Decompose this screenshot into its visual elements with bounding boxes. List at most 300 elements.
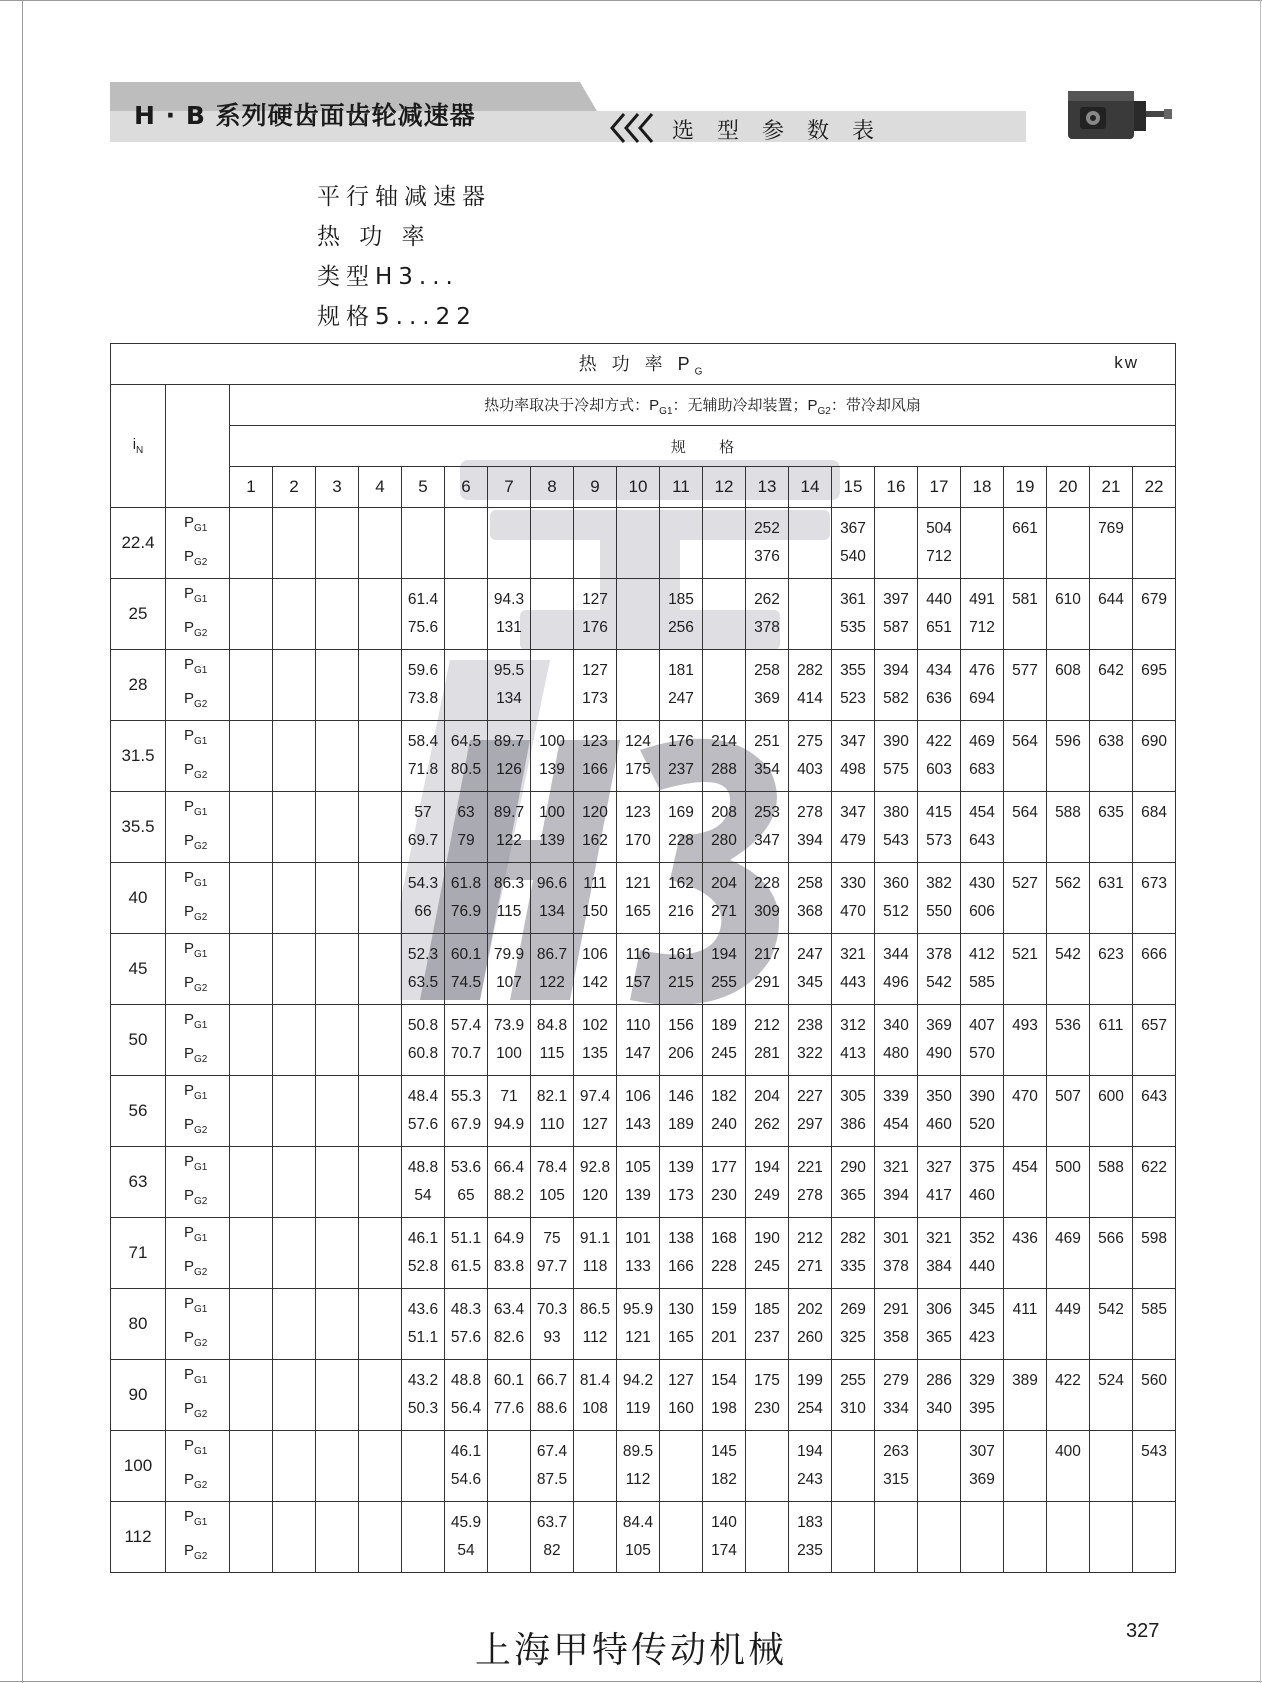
pg2-value: 498: [840, 761, 866, 778]
pg2-value: [273, 1395, 315, 1423]
pg2-value: 683: [969, 761, 995, 778]
pg2-value: [961, 1537, 1003, 1565]
power-cell: [531, 650, 574, 721]
power-cell: [402, 1076, 445, 1147]
table-row: [111, 1502, 1176, 1573]
power-cell: [961, 934, 1004, 1005]
power-cell: [316, 1005, 359, 1076]
power-cell: [445, 863, 488, 934]
pg2-value: 139: [539, 761, 565, 778]
pg1-value: 454: [1012, 1159, 1038, 1176]
pg1-value: 89.7: [493, 733, 525, 750]
power-cell: [230, 1289, 273, 1360]
power-type-label: [166, 1076, 230, 1147]
pg2-value: [1004, 1395, 1046, 1423]
pg1-value: 64.5: [450, 733, 482, 750]
pg2-value: 322: [797, 1045, 823, 1062]
pg1-value: [316, 1438, 358, 1466]
pg1-value: [230, 515, 272, 543]
pg1-value: 48.8: [450, 1372, 482, 1389]
pg1-value: [273, 870, 315, 898]
pg2-label-sub: G2: [194, 1409, 208, 1420]
pg2-value: 651: [926, 619, 952, 636]
pg2-value: [1004, 1040, 1046, 1068]
power-cell: [273, 1147, 316, 1218]
pg1-value: 123: [582, 733, 608, 750]
pg2-value: 82: [543, 1542, 561, 1559]
power-cell: [1004, 650, 1047, 721]
pg1-value: 536: [1055, 1017, 1081, 1034]
power-cell: [531, 863, 574, 934]
pg1-value: 258: [797, 875, 823, 892]
size-header-4: 4: [359, 467, 402, 508]
pg1-value: 600: [1098, 1088, 1124, 1105]
power-cell: [531, 579, 574, 650]
power-cell: [660, 1502, 703, 1573]
pg1-label-sub: G1: [194, 523, 208, 534]
pg2-value: 386: [840, 1116, 866, 1133]
ratio-value: 22.4: [111, 508, 166, 579]
pg1-value: [273, 586, 315, 614]
pg1-value: 382: [926, 875, 952, 892]
pg2-value: [359, 827, 401, 855]
ratio-value: 35.5: [111, 792, 166, 863]
power-cell: [1047, 1005, 1090, 1076]
power-cell: [316, 792, 359, 863]
pg2-value: 74.5: [450, 974, 482, 991]
pg2-value: 249: [754, 1187, 780, 1204]
pg1-value: 120: [582, 804, 608, 821]
power-cell: [1004, 1289, 1047, 1360]
pg2-value: 88.2: [493, 1187, 525, 1204]
pg2-value: 310: [840, 1400, 866, 1417]
power-cell: [1047, 508, 1090, 579]
pg2-value: 575: [883, 761, 909, 778]
pg2-label-main: P: [184, 974, 195, 991]
power-cell: [273, 1218, 316, 1289]
power-cell: [961, 1147, 1004, 1218]
pg1-value: 542: [1098, 1301, 1124, 1318]
pg1-value: [402, 1509, 444, 1537]
pg1-value: 279: [883, 1372, 909, 1389]
pg2-value: 256: [668, 619, 694, 636]
table-row: [111, 1289, 1176, 1360]
pg2-value: 281: [754, 1045, 780, 1062]
power-cell: [1133, 579, 1176, 650]
pg1-value: [273, 941, 315, 969]
pg1-value: 54.3: [407, 875, 439, 892]
pg2-value: [1133, 1182, 1175, 1210]
power-cell: [1133, 1076, 1176, 1147]
pg1-value: [402, 515, 444, 543]
pg1-value: 390: [883, 733, 909, 750]
pg2-value: 369: [969, 1471, 995, 1488]
power-cell: [488, 1502, 531, 1573]
pg2-value: [746, 1537, 788, 1565]
table-row: [111, 792, 1176, 863]
power-cell: [961, 1431, 1004, 1502]
pg2-value: 79: [457, 832, 475, 849]
power-cell: [359, 650, 402, 721]
pg1-value: 521: [1012, 946, 1038, 963]
pg1-value: 440: [926, 591, 952, 608]
pg1-value: 175: [754, 1372, 780, 1389]
power-cell: [531, 1431, 574, 1502]
power-cell: [1090, 1431, 1133, 1502]
power-cell: [574, 792, 617, 863]
ratio-value: 56: [111, 1076, 166, 1147]
power-cell: [1133, 863, 1176, 934]
power-cell: [789, 579, 832, 650]
pg2-value: [1090, 1111, 1132, 1139]
pg1-value: 60.1: [493, 1372, 525, 1389]
pg1-label-main: P: [184, 514, 195, 531]
pg1-value: [875, 515, 917, 543]
page-border-right: [1260, 0, 1261, 1683]
pg2-value: [230, 1324, 272, 1352]
power-cell: [230, 1502, 273, 1573]
power-cell: [918, 579, 961, 650]
pg2-value: 57.6: [450, 1329, 482, 1346]
pg1-value: 217: [754, 946, 780, 963]
pg1-label-sub: G1: [194, 1233, 208, 1244]
power-type-label: [166, 934, 230, 1005]
pg1-value: [359, 1225, 401, 1253]
pg2-value: [617, 685, 659, 713]
pg2-value: 712: [969, 619, 995, 636]
pg2-label-main: P: [184, 903, 195, 920]
pg2-value: [1133, 1466, 1175, 1494]
power-cell: [359, 1147, 402, 1218]
pg2-value: 100: [496, 1045, 522, 1062]
power-cell: [703, 508, 746, 579]
pg2-value: [445, 614, 487, 642]
pg1-value: [488, 515, 530, 543]
pg2-value: [1090, 827, 1132, 855]
pg1-value: 127: [582, 662, 608, 679]
pg2-value: [1047, 969, 1089, 997]
pg2-value: [316, 1324, 358, 1352]
pg2-label-main: P: [184, 1400, 195, 1417]
pg1-value: [230, 1154, 272, 1182]
pg2-value: [273, 1111, 315, 1139]
power-cell: [918, 1147, 961, 1218]
pg1-value: 661: [1012, 520, 1038, 537]
thermal-power-table: [110, 343, 1176, 1573]
pg2-value: [1090, 1395, 1132, 1423]
pg1-value: [832, 1438, 874, 1466]
power-cell: [1133, 792, 1176, 863]
pg1-value: 92.8: [579, 1159, 611, 1176]
pg1-value: [531, 515, 573, 543]
pg1-value: 97.4: [579, 1088, 611, 1105]
pg1-value: 566: [1098, 1230, 1124, 1247]
power-cell: [531, 1005, 574, 1076]
table-row: [111, 650, 1176, 721]
power-cell: [531, 1147, 574, 1218]
power-cell: [316, 1218, 359, 1289]
power-cell: [746, 650, 789, 721]
pg1-value: 598: [1141, 1230, 1167, 1247]
info-line-sizes: 规格5...22: [317, 304, 477, 330]
power-cell: [1047, 1289, 1090, 1360]
pg1-value: 361: [840, 591, 866, 608]
table-title-cell: [111, 344, 1176, 385]
pg2-value: 166: [582, 761, 608, 778]
pg1-value: [273, 1509, 315, 1537]
power-cell: [230, 721, 273, 792]
pg2-value: 271: [797, 1258, 823, 1275]
pg2-label-sub: G2: [194, 1480, 208, 1491]
power-cell: [273, 1289, 316, 1360]
pg2-value: 112: [582, 1329, 608, 1346]
pg1-value: 194: [754, 1159, 780, 1176]
pg1-value: [316, 1012, 358, 1040]
pg1-value: 71: [500, 1088, 518, 1105]
pg2-value: [1133, 1040, 1175, 1068]
size-header-20: 20: [1047, 467, 1090, 508]
power-cell: [789, 508, 832, 579]
pg2-value: 126: [496, 761, 522, 778]
pg2-label-sub: G2: [194, 1551, 208, 1562]
pg1-value: 695: [1141, 662, 1167, 679]
pg2-value: [359, 1040, 401, 1068]
pg2-value: [1090, 1040, 1132, 1068]
power-cell: [660, 792, 703, 863]
pg1-value: 145: [711, 1443, 737, 1460]
power-cell: [230, 1218, 273, 1289]
power-cell: [445, 1360, 488, 1431]
pg1-value: [488, 1509, 530, 1537]
power-cell: [1090, 792, 1133, 863]
pg1-value: 491: [969, 591, 995, 608]
pg1-label-sub: G1: [194, 1304, 208, 1315]
power-cell: [875, 1502, 918, 1573]
pg2-value: [1133, 898, 1175, 926]
power-cell: [832, 721, 875, 792]
pg1-value: 255: [840, 1372, 866, 1389]
power-cell: [230, 934, 273, 1005]
pg2-value: [359, 1324, 401, 1352]
pg2-value: 254: [797, 1400, 823, 1417]
table-row: [111, 1218, 1176, 1289]
power-cell: [445, 1289, 488, 1360]
power-cell: [746, 1218, 789, 1289]
pg2-value: 143: [625, 1116, 651, 1133]
size-header-12: 12: [703, 467, 746, 508]
power-cell: [789, 1076, 832, 1147]
power-cell: [1090, 508, 1133, 579]
power-cell: [832, 579, 875, 650]
pg2-value: [789, 543, 831, 571]
pg1-value: 110: [625, 1017, 651, 1034]
power-cell: [875, 579, 918, 650]
pg1-value: [445, 657, 487, 685]
pg2-value: [1004, 898, 1046, 926]
power-cell: [273, 934, 316, 1005]
pg2-value: [1047, 1466, 1089, 1494]
pg1-value: [273, 1083, 315, 1111]
cooling-text-b: ：无辅助冷却装置；P: [672, 396, 818, 414]
gear-reducer-machine-icon: [1066, 87, 1176, 143]
pg2-value: 582: [883, 690, 909, 707]
pg2-label-sub: G2: [194, 1267, 208, 1278]
pg2-value: 230: [711, 1187, 737, 1204]
power-cell: [1133, 508, 1176, 579]
pg1-value: 252: [754, 520, 780, 537]
pg1-value: 397: [883, 591, 909, 608]
pg2-value: 369: [754, 690, 780, 707]
power-cell: [402, 650, 445, 721]
pg2-value: [316, 827, 358, 855]
pg1-label-main: P: [184, 798, 195, 815]
power-cell: [531, 1076, 574, 1147]
pg1-value: 286: [926, 1372, 952, 1389]
pg1-value: 684: [1141, 804, 1167, 821]
pg2-value: [1090, 543, 1132, 571]
pg2-value: 454: [883, 1116, 909, 1133]
pg2-value: [875, 1537, 917, 1565]
pg2-value: 69.7: [407, 832, 439, 849]
power-cell: [574, 721, 617, 792]
pg2-value: 247: [668, 690, 694, 707]
power-cell: [746, 863, 789, 934]
power-cell: [402, 934, 445, 1005]
pg2-value: 115: [496, 903, 522, 920]
power-cell: [402, 1005, 445, 1076]
power-cell: [746, 792, 789, 863]
pg1-value: 194: [797, 1443, 823, 1460]
pg2-value: [1047, 543, 1089, 571]
pg1-value: [918, 1509, 960, 1537]
power-cell: [316, 863, 359, 934]
pg1-value: 177: [711, 1159, 737, 1176]
pg1-value: 96.6: [536, 875, 568, 892]
power-cell: [703, 1147, 746, 1218]
power-cell: [230, 792, 273, 863]
pg2-value: 110: [539, 1116, 565, 1133]
power-cell: [531, 721, 574, 792]
power-cell: [574, 1502, 617, 1573]
pg2-label-main: P: [184, 690, 195, 707]
pg1-value: 43.2: [407, 1372, 439, 1389]
pg2-value: [1133, 685, 1175, 713]
pg2-value: [273, 1324, 315, 1352]
power-cell: [875, 508, 918, 579]
power-cell: [402, 721, 445, 792]
power-cell: [746, 1289, 789, 1360]
pg1-value: 208: [711, 804, 737, 821]
pg1-value: 159: [711, 1301, 737, 1318]
pg2-value: [1004, 1111, 1046, 1139]
pg1-value: 430: [969, 875, 995, 892]
ratio-header-sub: N: [136, 445, 144, 456]
power-cell: [445, 579, 488, 650]
pg2-value: 189: [668, 1116, 694, 1133]
pg2-value: 460: [969, 1187, 995, 1204]
pg2-value: 278: [797, 1187, 823, 1204]
pg2-label-sub: G2: [194, 912, 208, 923]
pg2-value: [1133, 543, 1175, 571]
pg2-value: 540: [840, 548, 866, 565]
pg1-value: [316, 515, 358, 543]
pg1-value: 588: [1055, 804, 1081, 821]
pg2-value: [230, 543, 272, 571]
pg1-value: [316, 799, 358, 827]
pg1-label-main: P: [184, 1295, 195, 1312]
pg1-value: [531, 657, 573, 685]
power-cell: [875, 1076, 918, 1147]
power-cell: [617, 1289, 660, 1360]
pg2-value: 325: [840, 1329, 866, 1346]
pg1-value: 127: [582, 591, 608, 608]
pg2-value: 237: [754, 1329, 780, 1346]
pg2-value: 443: [840, 974, 866, 991]
pg1-value: 306: [926, 1301, 952, 1318]
pg1-value: 631: [1098, 875, 1124, 892]
page-border-bottom: [0, 1681, 1262, 1682]
pg1-value: 347: [840, 733, 866, 750]
power-cell: [230, 650, 273, 721]
power-cell: [1004, 1076, 1047, 1147]
pg1-value: [273, 1367, 315, 1395]
pg1-value: [789, 515, 831, 543]
power-cell: [746, 1502, 789, 1573]
pg2-value: 83.8: [493, 1258, 525, 1275]
pg2-value: [230, 1537, 272, 1565]
pg2-label-main: P: [184, 761, 195, 778]
power-cell: [832, 1218, 875, 1289]
pg1-value: 562: [1055, 875, 1081, 892]
pg1-value: 307: [969, 1443, 995, 1460]
power-cell: [445, 1218, 488, 1289]
pg2-value: [574, 1466, 616, 1494]
power-cell: [660, 1076, 703, 1147]
pg2-value: 520: [969, 1116, 995, 1133]
pg1-value: 367: [840, 520, 866, 537]
pg2-value: 150: [582, 903, 608, 920]
pg2-value: [273, 827, 315, 855]
power-type-header: [166, 385, 230, 508]
pg2-value: 440: [969, 1258, 995, 1275]
power-cell: [660, 863, 703, 934]
power-cell: [617, 650, 660, 721]
power-cell: [703, 792, 746, 863]
pg2-value: [316, 898, 358, 926]
pg2-value: [359, 1537, 401, 1565]
size-header-16: 16: [875, 467, 918, 508]
pg1-value: 305: [840, 1088, 866, 1105]
pg1-value: 204: [711, 875, 737, 892]
pg2-value: 175: [625, 761, 651, 778]
pg2-value: 122: [496, 832, 522, 849]
power-cell: [746, 1005, 789, 1076]
pg1-value: [316, 1367, 358, 1395]
pg2-value: 347: [754, 832, 780, 849]
pg2-value: 378: [754, 619, 780, 636]
power-cell: [488, 1076, 531, 1147]
pg2-value: 88.6: [536, 1400, 568, 1417]
pg1-value: 282: [840, 1230, 866, 1247]
table-row: [111, 1147, 1176, 1218]
pg2-value: [1090, 969, 1132, 997]
power-cell: [832, 508, 875, 579]
pg2-value: [1047, 1182, 1089, 1210]
power-cell: [1004, 863, 1047, 934]
power-cell: [617, 1502, 660, 1573]
pg2-value: 378: [883, 1258, 909, 1275]
pg2-value: 365: [840, 1187, 866, 1204]
